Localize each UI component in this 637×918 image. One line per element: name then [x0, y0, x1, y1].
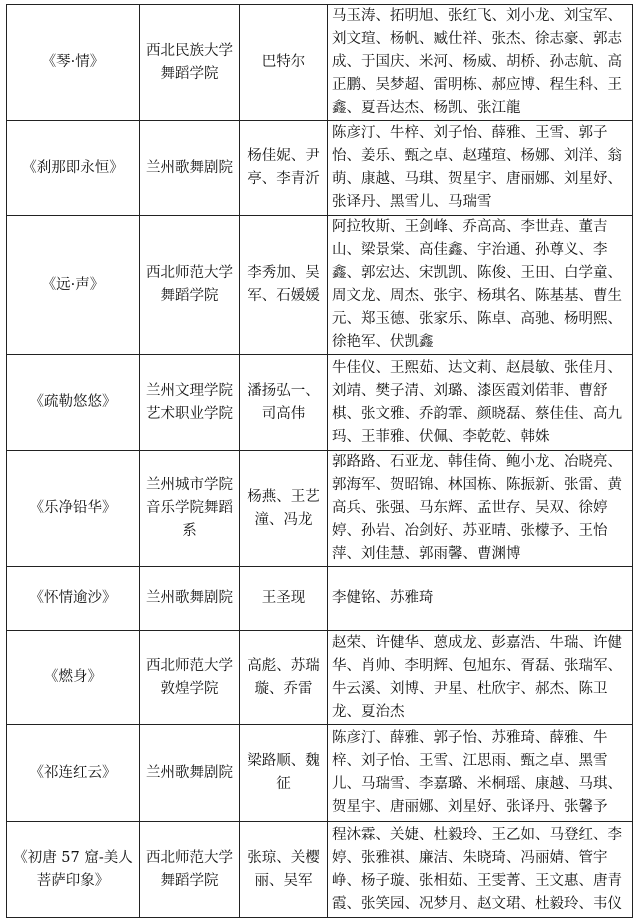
performers-cell: 陈彦汀、薛雅、郭子怡、苏雅琦、薛雅、牛梓、刘子怡、王雪、江思雨、甄之卓、黑雪儿、马瑞雪、李嘉璐、米桐瑶、康越、马琪、贺星宇、唐丽娜、刘星妤、张译丹、张馨予	[328, 725, 633, 822]
choreographer-cell: 张琼、关樱丽、吴军	[240, 822, 328, 918]
table-row	[7, 451, 633, 567]
choreographer-cell: 李秀加、吴军、石媛媛	[240, 216, 328, 355]
choreographer-cell: 王圣现	[240, 567, 328, 631]
work-title-cell: 《燃身》	[7, 631, 140, 725]
unit-cell: 兰州歌舞剧院	[140, 121, 240, 216]
work-title-cell: 《祁连红云》	[7, 725, 140, 822]
table-row	[7, 355, 633, 451]
unit-cell: 兰州文理学院艺术职业学院	[140, 355, 240, 451]
table-row	[7, 631, 633, 725]
choreographer-cell: 杨燕、王艺潼、冯龙	[240, 451, 328, 567]
unit-cell: 西北民族大学舞蹈学院	[140, 5, 240, 121]
performers-cell: 阿拉牧斯、王剑峰、乔高高、李世垚、董吉山、梁景棠、高佳鑫、宇治通、孙尊义、李鑫、郭宏达、宋凯凯、陈俊、王田、白学童、周文龙、周杰、张宇、杨琪名、陈基基、曹生元、郑玉德、张家乐、陈卓、高驰、杨明熙、徐艳军、伏凯鑫	[328, 216, 633, 355]
work-title-cell: 《乐净铅华》	[7, 451, 140, 567]
performers-cell: 郭路路、石亚龙、韩佳倚、鲍小龙、冶晓亮、郭海军、贺昭锦、林国栋、陈振新、张雷、黄高兵、张强、马东辉、孟世存、吴双、徐婷婷、孙岩、冶剑好、苏亚晴、张檬予、王怡萍、刘佳慧、郭雨馨、曹渊博	[328, 451, 633, 567]
performers-cell: 牛佳仪、王熙茹、达文莉、赵晨敏、张佳月、刘靖、樊子清、刘璐、漆医霞刘偌菲、曹舒棋、张文雅、乔韵霏、颜晓磊、蔡佳佳、高九玛、王菲雅、伏佩、李乾乾、韩姝	[328, 355, 633, 451]
table-row	[7, 216, 633, 355]
unit-cell: 兰州城市学院音乐学院舞蹈系	[140, 451, 240, 567]
choreographer-cell: 巴特尔	[240, 5, 328, 121]
performers-cell: 马玉涛、拓明旭、张红飞、刘小龙、刘宝军、刘文瑄、杨帆、臧仕祥、张杰、徐志豪、郭志成、于国庆、米河、杨威、胡桥、孙志航、高正鹏、吴梦超、雷明栋、郝应博、程生科、王鑫、夏吾达杰、杨凯、张江龍	[328, 5, 633, 121]
performers-cell: 陈彦汀、牛梓、刘子怡、薛雅、王雪、郭子怡、姜乐、甄之卓、赵瑾瑄、杨娜、刘洋、翁萌、康越、马琪、贺星宇、唐丽娜、刘星妤、张译丹、黑雪儿、马瑞雪	[328, 121, 633, 216]
unit-cell: 西北师范大学敦煌学院	[140, 631, 240, 725]
work-title-cell: 《疏勒悠悠》	[7, 355, 140, 451]
work-title-cell: 《怀情逾沙》	[7, 567, 140, 631]
work-title-cell: 《琴·情》	[7, 5, 140, 121]
performers-cell: 李健铭、苏雅琦	[328, 567, 633, 631]
performers-cell: 程沐霖、关婕、杜毅玲、王乙如、马登红、李婷、张雅祺、廉洁、朱晓琦、冯丽婧、管宇峥、杨子璇、张相茹、王雯菁、王文惠、唐青霞、张笑园、况梦月、赵文珺、杜毅玲、韦仪	[328, 822, 633, 918]
choreographer-cell: 高彪、苏瑞璇、乔雷	[240, 631, 328, 725]
performers-cell: 赵荣、许健华、蒽成龙、彭嘉浩、牛瑞、许健华、肖帅、李明辉、包旭东、胥磊、张瑞军、牛云溪、刘博、尹星、杜欣宇、郝杰、陈卫龙、夏治杰	[328, 631, 633, 725]
work-title-cell: 《远·声》	[7, 216, 140, 355]
choreographer-cell: 潘扬弘一、司高伟	[240, 355, 328, 451]
table-row	[7, 725, 633, 822]
table-row	[7, 121, 633, 216]
table-row	[7, 822, 633, 918]
unit-cell: 兰州歌舞剧院	[140, 567, 240, 631]
work-title-cell: 《刹那即永恒》	[7, 121, 140, 216]
work-title-cell: 《初唐 57 窟-美人菩萨印象》	[7, 822, 140, 918]
choreographer-cell: 梁路顺、魏征	[240, 725, 328, 822]
table-row	[7, 567, 633, 631]
unit-cell: 兰州歌舞剧院	[140, 725, 240, 822]
table-row	[7, 5, 633, 121]
choreographer-cell: 杨佳妮、尹亭、李青沂	[240, 121, 328, 216]
roster-table	[6, 4, 633, 918]
unit-cell: 西北师范大学舞蹈学院	[140, 822, 240, 918]
unit-cell: 西北师范大学舞蹈学院	[140, 216, 240, 355]
